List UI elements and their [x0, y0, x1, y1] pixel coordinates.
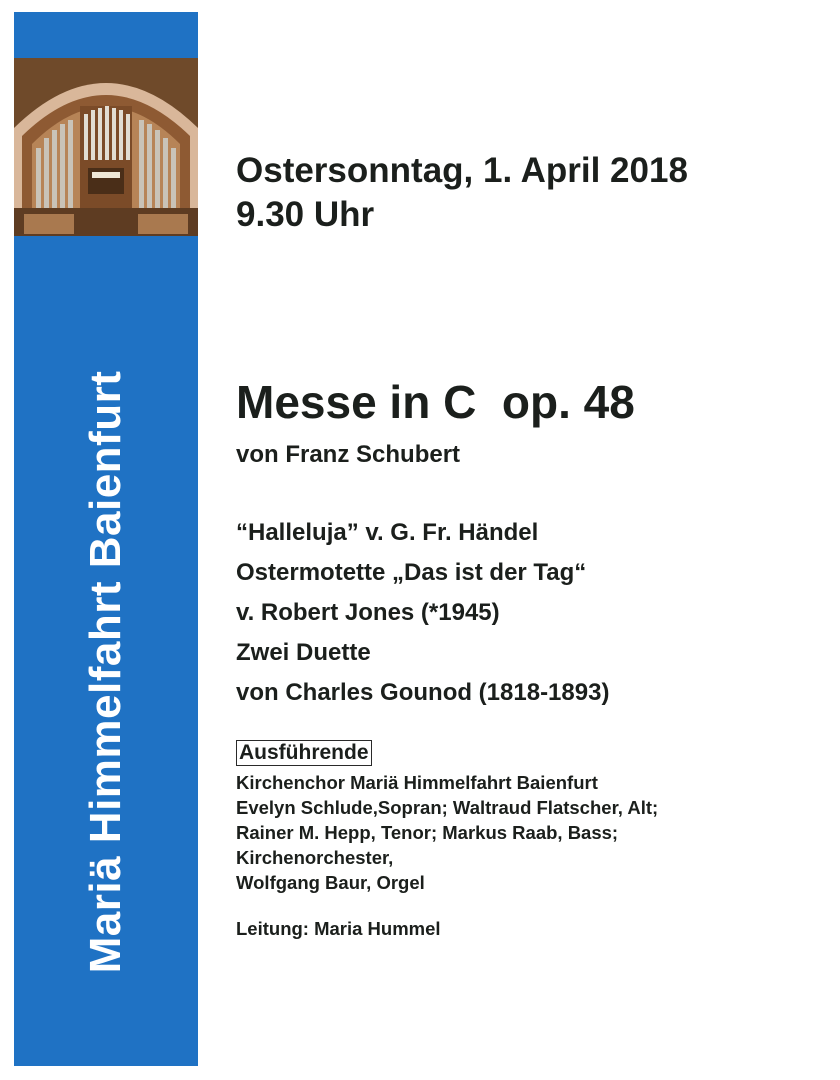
program-item: “Halleluja” v. G. Fr. Händel [236, 519, 539, 546]
performers-list [236, 770, 658, 895]
performer-line: Wolfgang Baur, Orgel [236, 872, 425, 893]
church-name-vertical: Mariä Himmelfahrt Baienfurt [81, 370, 130, 974]
event-time: 9.30 Uhr [236, 195, 375, 234]
event-date: Ostersonntag, 1. April 2018 [236, 151, 688, 190]
program-item: von Charles Gounod (1818-1893) [236, 679, 610, 706]
program-list [236, 513, 609, 713]
mass-title: Messe in C op. 48 [236, 376, 635, 428]
performer-line: Kirchenorchester, [236, 847, 394, 868]
performer-line: Evelyn Schlude,Sopran; Waltraud Flatscher, Alt; [236, 797, 659, 818]
performer-line: Kirchenchor Mariä Himmelfahrt Baienfurt [236, 772, 598, 793]
mass-composer: von Franz Schubert [236, 441, 461, 468]
program-item: v. Robert Jones (*1945) [236, 599, 500, 626]
conductor: Leitung: Maria Hummel [236, 918, 441, 939]
sidebar-banner [14, 12, 198, 1066]
performers-heading: Ausführende [236, 740, 372, 766]
performer-line: Rainer M. Hepp, Tenor; Markus Raab, Bass; [236, 822, 619, 843]
program-item: Ostermotette „Das ist der Tag“ [236, 559, 587, 586]
church-organ-photo [14, 58, 198, 236]
program-item: Zwei Duette [236, 639, 371, 666]
